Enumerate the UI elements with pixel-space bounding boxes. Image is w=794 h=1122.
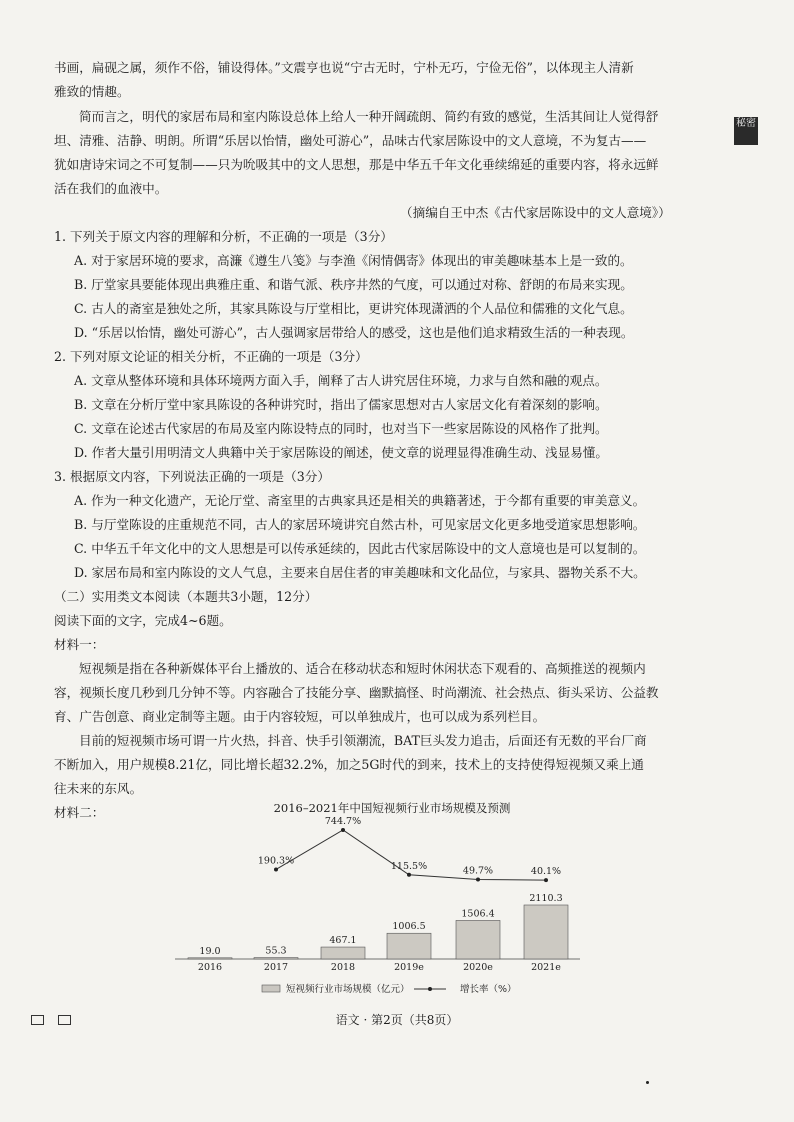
legend-bar-label: 短视频行业市场规模（亿元） [286,984,410,995]
confidential-tab: 秘密 [734,117,758,145]
text-line: 容，视频长度几秒到几分钟不等。内容融合了技能分享、幽默搞怪、时尚潮流、社会热点、街头采访、公益教 [54,685,659,700]
growth-label: 190.3% [257,855,295,867]
growth-label: 49.7% [462,865,494,877]
text-line: （二）实用类文本阅读（本题共3小题，12分） [54,589,318,604]
bar [387,933,431,959]
text-line: （摘编自王中杰《古代家居陈设中的文人意境》） [400,205,671,220]
text-line: 书画，扁砚之属，须作不俗，铺设得体。”文震亨也说“宁古无时，宁朴无巧，宁俭无俗”，以体现主人清新 [54,60,634,75]
text-line: 1. 下列关于原文内容的理解和分析，不正确的一项是（3分） [54,229,393,244]
text-line: C. 中华五千年文化中的文人思想是可以传承延续的，因此古代家居陈设中的文人意境也是可以复制的。 [74,541,646,556]
text-line: D. 作者大量引用明清文人典籍中关于家居陈设的阐述，使文章的说理显得准确生动、浅显易懂。 [74,445,608,460]
x-tick-label: 2018 [330,962,356,973]
x-tick-label: 2019e [394,962,424,973]
text-line: B. 文章在分析厅堂中家具陈设的各种讲究时，指出了儒家思想对古人家居文化有着深刻的影响。 [74,397,608,412]
text-line: B. 厅堂家具要能体现出典雅庄重、和谐气派、秩序井然的气度，可以通过对称、舒朗的布局来实现。 [74,277,633,292]
bar [524,905,568,959]
text-line: B. 与厅堂陈设的庄重规范不同，古人的家居环境讲究自然古朴，可见家居文化更多地受道家思想影响。 [74,517,646,532]
text-line: C. 古人的斋室是独处之所，其家具陈设与厅堂相比，更讲究体现潇洒的个人品位和儒雅的文化气息。 [74,301,633,316]
x-tick-label: 2017 [263,962,289,973]
text-line: 雅致的情趣。 [54,84,130,99]
bar-value-label: 1006.5 [392,921,426,933]
text-line: 阅读下面的文字，完成4~6题。 [54,613,232,628]
bar-value-label: 19.0 [199,945,221,957]
bar [188,958,232,959]
growth-label: 40.1% [530,866,562,878]
stray-dot [646,1081,649,1084]
bar [321,947,365,959]
growth-label: 115.5% [390,860,428,872]
text-line: 坦、清雅、洁静、明朗。所谓“乐居以怡情，幽处可游心”，品味古代家居陈设中的文人意境，不为复古—— [54,133,647,148]
text-line: 材料一： [54,637,105,652]
bar-value-label: 55.3 [265,945,287,957]
legend-bar-swatch [262,985,280,992]
growth-point [341,828,345,832]
growth-line [276,830,546,880]
growth-label: 744.7% [324,816,362,827]
bar-value-label: 1506.4 [461,908,495,920]
text-line: 3. 根据原文内容，下列说法正确的一项是（3分） [54,469,330,484]
growth-point [274,867,278,871]
legend-line-label: 增长率（%） [460,984,517,995]
text-line: 简而言之，明代的家居布局和室内陈设总体上给人一种开阔疏朗、简约有致的感觉，生活其间让人觉得舒 [79,109,659,124]
text-line: 短视频是指在各种新媒体平台上播放的、适合在移动状态和短时休闲状态下观看的、高频推送的视频内 [79,661,646,676]
bar [456,920,500,959]
text-line: A. 文章从整体环境和具体环境两方面入手，阐释了古人讲究居住环境，力求与自然和融的观点。 [74,373,608,388]
x-tick-label: 2020e [463,962,493,973]
text-line: D. “乐居以怡情，幽处可游心”，古人强调家居带给人的感受，这也是他们追求精致生活的一种表现。 [74,325,634,340]
text-line: A. 作为一种文化遗产，无论厅堂、斋室里的古典家具还是相关的典籍著述，于今都有重要的审美意义。 [74,493,646,508]
page-footer: 语文 · 第2页（共8页） [335,1013,459,1027]
x-tick-label: 2021e [531,962,561,973]
text-line: 不断加入，用户规模8.21亿，同比增长超32.2%，加之5G时代的到来，技术上的支持使得短视频又乘上通 [54,757,644,772]
growth-point [407,873,411,877]
chart-title: 2016–2021年中国短视频行业市场规模及预测 [273,801,511,815]
text-line: 活在我们的血液中。 [54,181,168,196]
x-tick-label: 2016 [197,962,223,973]
text-line: 育、广告创意、商业定制等主题。由于内容较短，可以单独成片，也可以成为系列栏目。 [54,709,546,724]
text-line: 目前的短视频市场可谓一片火热，抖音、快手引领潮流，BAT巨头发力追击，后面还有无数的平台厂商 [79,733,647,748]
growth-point [544,878,548,882]
text-line: 2. 下列对原文论证的相关分析，不正确的一项是（3分） [54,349,368,364]
text-line: 犹如唐诗宋词之不可复制——只为吮吸其中的文人思想，那是中华五千年文化垂续绵延的重要内容，将永远鲜 [54,157,659,172]
growth-point [476,877,480,881]
text-line: 材料二： [54,805,105,820]
bar-value-label: 2110.3 [529,893,563,904]
bar-value-label: 467.1 [329,935,357,947]
text-line: A. 对于家居环境的要求，高濂《遵生八笺》与李渔《闲情偶寄》体现出的审美趣味基本上是一致的。 [74,253,633,268]
text-line: 往未来的东风。 [54,781,143,796]
text-line: C. 文章在论述古代家居的布局及室内陈设特点的同时，也对当下一些家居陈设的风格作了批判。 [74,421,608,436]
bar [254,958,298,959]
text-line: D. 家居布局和室内陈设的文人气息，主要来自居住者的审美趣味和文化品位，与家具、器物关系不大。 [74,565,646,580]
